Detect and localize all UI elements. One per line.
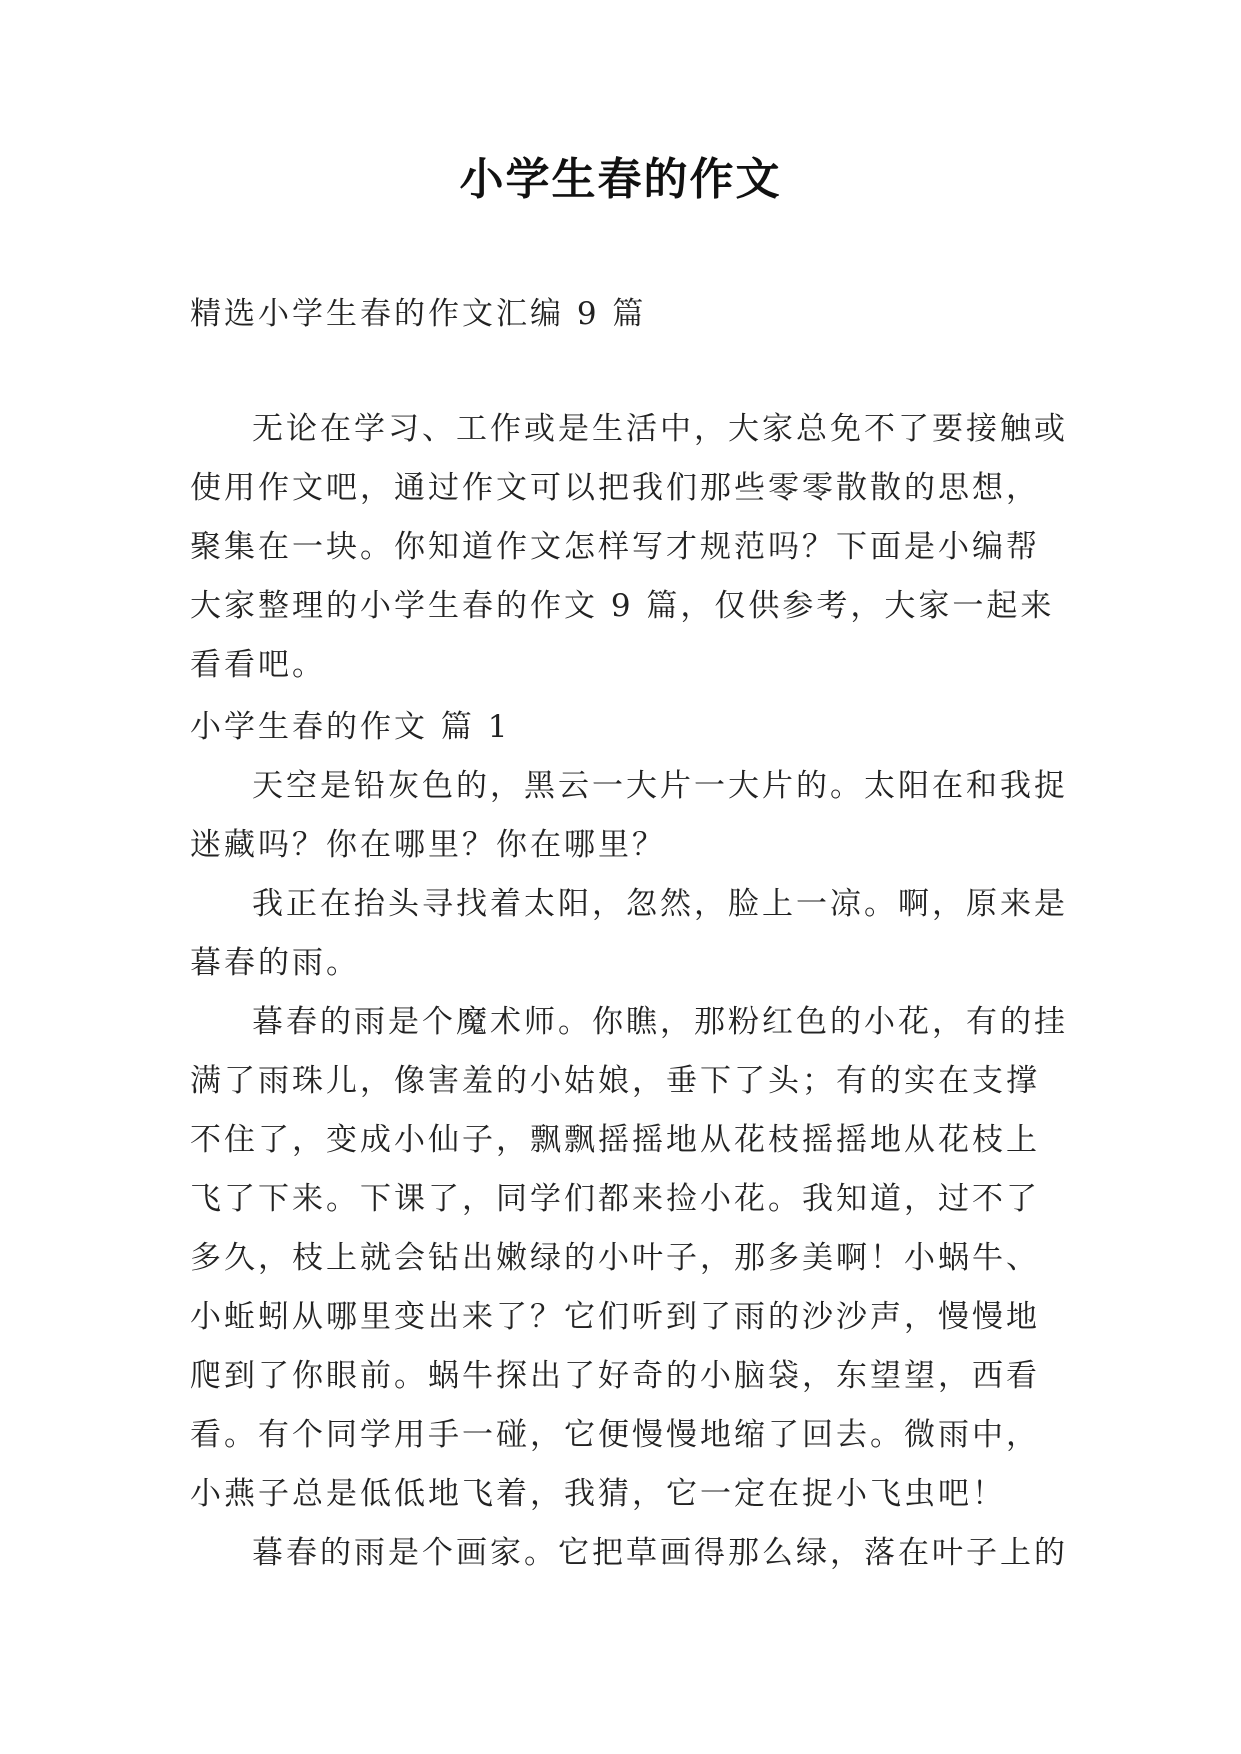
- document-title: 小学生春的作文: [459, 154, 782, 205]
- paragraph: 暮春的雨是个魔术师。你瞧，那粉红色的小花，有的挂满了雨珠儿，像害羞的小姑娘，垂下了头；有的实在支撑不住了，变成小仙子，飘飘摇摇地从花枝摇摇地从花枝上飞了下来。下课了，同学们都来捡小花。我知道，过不了多久，枝上就会钻出嫩绿的小叶子，那多美啊！小蜗牛、小蚯蚓从哪里变出来了？它们听到了雨的沙沙声，慢慢地爬到了你眼前。蜗牛探出了好奇的小脑袋，东望望，西看看。有个同学用手一碰，它便慢慢地缩了回去。微雨中，小燕子总是低低地飞着，我猜，它一定在捉小飞虫吧！: [190, 1004, 1068, 1512]
- paragraph: 我正在抬头寻找着太阳，忽然，脸上一凉。啊，原来是暮春的雨。: [190, 886, 1068, 981]
- section-body: [190, 757, 1070, 1583]
- document-subtitle: 精选小学生春的作文汇编 9 篇: [190, 296, 647, 332]
- intro-paragraph: 无论在学习、工作或是生活中，大家总免不了要接触或使用作文吧，通过作文可以把我们那些零零散散的思想，聚集在一块。你知道作文怎样写才规范吗？下面是小编帮大家整理的小学生春的作文 9 篇，仅供参考，大家一起来看看吧。: [190, 411, 1068, 683]
- section-heading: 小学生春的作文 篇 1: [190, 709, 511, 745]
- paragraph: 暮春的雨是个画家。它把草画得那么绿，落在叶子上的: [252, 1535, 1068, 1571]
- paragraph: 天空是铅灰色的，黑云一大片一大片的。太阳在和我捉迷藏吗？你在哪里？你在哪里？: [190, 768, 1068, 863]
- intro-block: [190, 400, 1070, 695]
